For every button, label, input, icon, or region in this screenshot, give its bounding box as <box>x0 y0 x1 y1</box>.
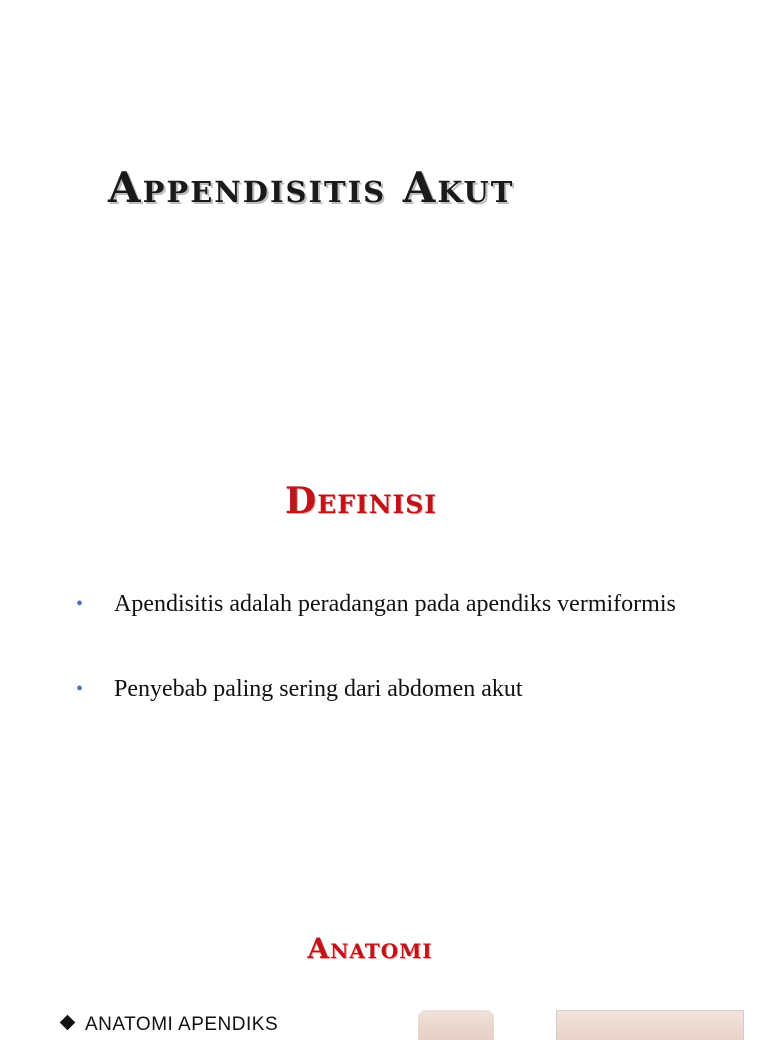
bullet-dot-icon: • <box>76 593 84 615</box>
bullet-dot-icon: • <box>76 678 84 700</box>
anatomy-photo-right <box>556 1010 744 1040</box>
anatomy-item-text: ANATOMI APENDIKS <box>85 1014 279 1035</box>
anatomy-heading: Anatomi <box>307 932 433 965</box>
definition-bullet-list <box>76 590 696 704</box>
definition-heading: Definisi <box>284 480 437 522</box>
slide-definition <box>0 400 768 880</box>
anatomy-photo-left <box>418 1010 494 1040</box>
definition-bullet-item <box>76 675 696 704</box>
definition-bullet-item <box>76 590 696 619</box>
slide-anatomy <box>0 880 768 1035</box>
anatomy-list-item <box>62 1014 278 1036</box>
presentation-title: Appendisitis Akut <box>108 163 515 212</box>
bullet-text: Penyebab paling sering dari abdomen akut <box>114 676 523 702</box>
slide-title <box>0 0 768 400</box>
bullet-text: Apendisitis adalah peradangan pada apendiks vermiformis <box>114 591 676 617</box>
diamond-bullet-icon <box>60 1015 76 1031</box>
